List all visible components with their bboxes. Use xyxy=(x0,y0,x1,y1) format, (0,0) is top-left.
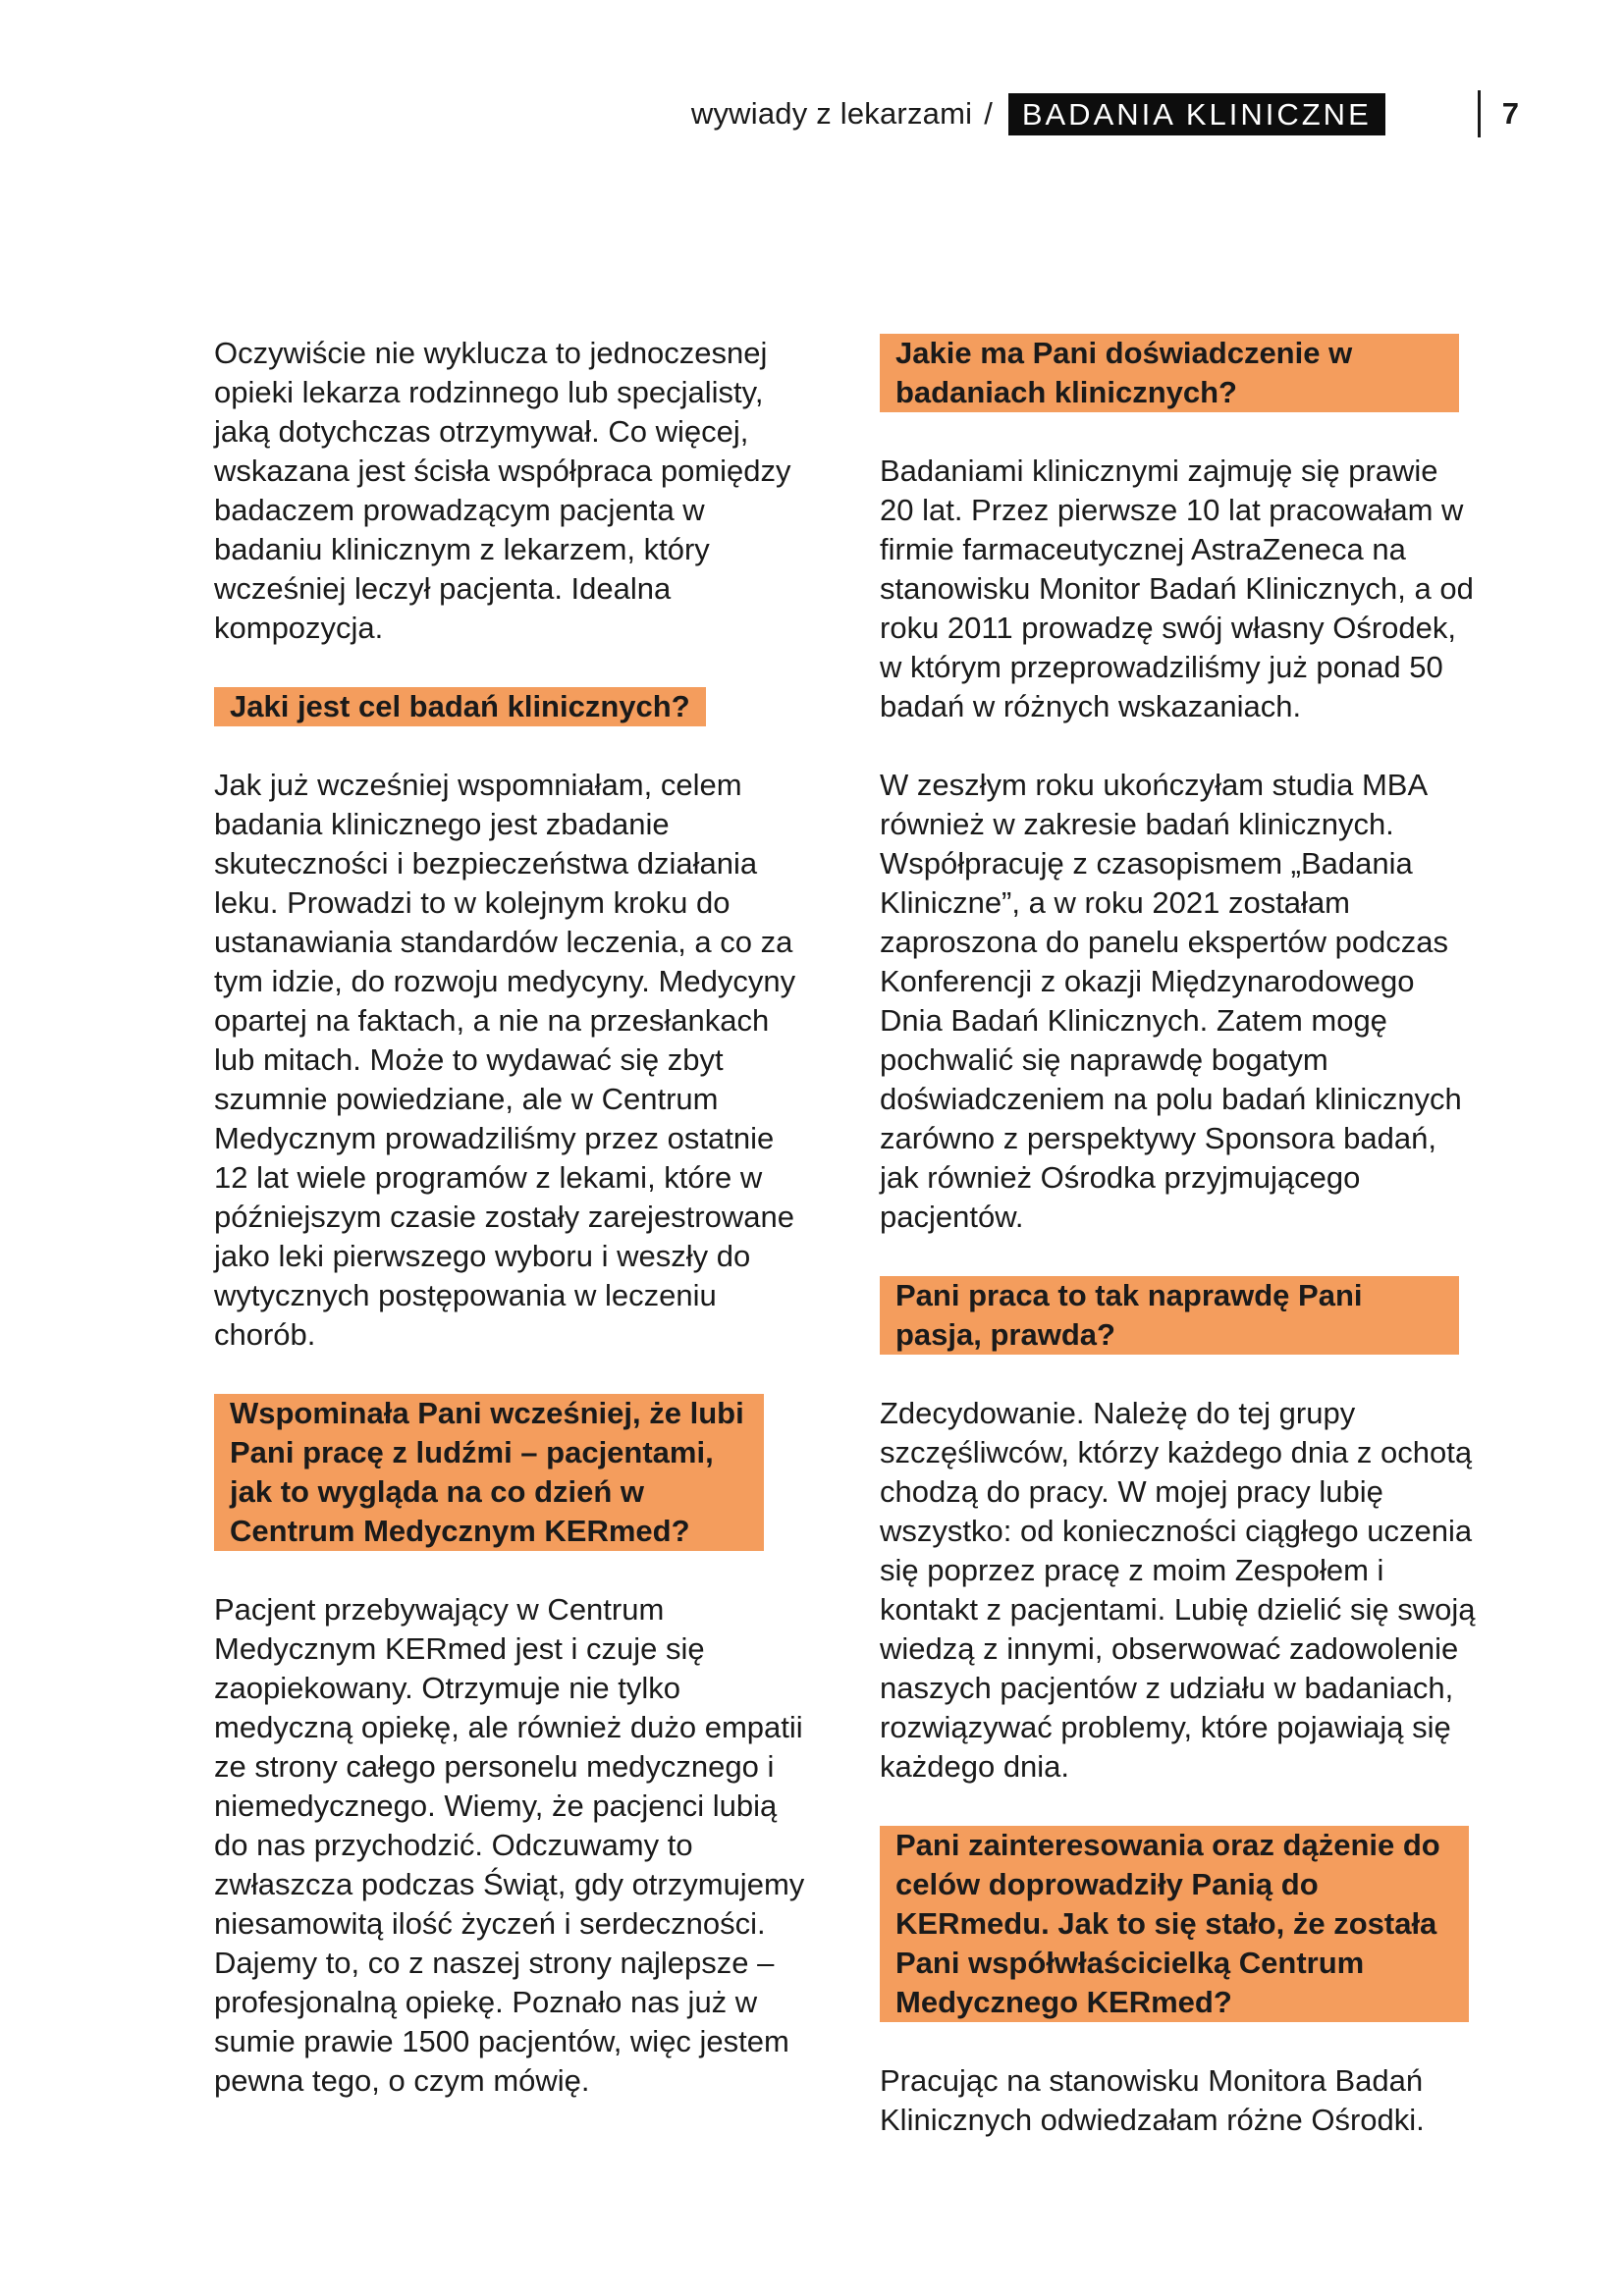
paragraph: Jak już wcześniej wspomniałam, celem badania klinicznego jest zbadanie skuteczności i bezpieczeństwa działania leku. Prowadzi to w kolejnym kroku do ustanawiania standardów leczenia, a co za tym idzie, do rozwoju medycyny. Medycyny opartej na faktach, a nie na przesłankach lub mitach. Może to wydawać się zbyt szumnie powiedziane, ale w Centrum Medycznym prowadziliśmy przez ostatnie 12 lat wiele programów z lekami, które w późniejszym czasie zostały zarejestrowane jako leki pierwszego wyboru i weszły do wytycznych postępowania w leczeniu chorób. xyxy=(214,768,796,1352)
breadcrumb-separator: / xyxy=(984,96,993,131)
header-divider xyxy=(1478,90,1481,137)
right-column xyxy=(880,334,1479,2140)
left-column xyxy=(214,334,807,2101)
page-number: 7 xyxy=(1501,96,1519,131)
paragraph: Pracując na stanowisku Monitora Badań Klinicznych odwiedzałam różne Ośrodki. xyxy=(880,2063,1425,2137)
question-heading xyxy=(880,1276,1459,1355)
question-heading xyxy=(214,1394,764,1551)
question-text: Jaki jest cel badań klinicznych? xyxy=(214,687,706,726)
paragraph: Pacjent przebywający w Centrum Medycznym KERmed jest i czuje się zaopiekowany. Otrzymuje nie tylko medyczną opiekę, ale również dużo empatii ze strony całego personelu medycznego i niemedycznego. Wiemy, że pacjenci lubią do nas przychodzić. Odczuwamy to zwłaszcza podczas Świąt, gdy otrzymujemy niesamowitą ilość życzeń i serdeczności. Dajemy to, co z naszej strony najlepsze – profesjonalną opiekę. Poznało nas już w sumie prawie 1500 pacjentów, więc jestem pewna tego, o czym mówię. xyxy=(214,1592,805,2098)
question-text: Pani zainteresowania oraz dążenie do celów doprowadziły Panią do KERmedu. Jak to się stało, że została Pani współwłaścicielką Centrum Medycznego KERmed? xyxy=(880,1826,1469,2022)
paragraph: Oczywiście nie wyklucza to jednoczesnej opieki lekarza rodzinnego lub specjalisty, jaką dotychczas otrzymywał. Co więcej, wskazana jest ścisła współpraca pomiędzy badaczem prowadzącym pacjenta w badaniu klinicznym z lekarzem, który wcześniej leczył pacjenta. Idealna kompozycja. xyxy=(214,336,791,645)
question-heading xyxy=(214,687,807,726)
question-text: Pani praca to tak naprawdę Pani pasja, prawda? xyxy=(880,1276,1459,1355)
paragraph: W zeszłym roku ukończyłam studia MBA również w zakresie badań klinicznych. Współpracuję z czasopismem „Badania Kliniczne”, a w roku 2021 zostałam zaproszona do panelu ekspertów podczas Konferencji z okazji Międzynarodowego Dnia Badań Klinicznych. Zatem mogę pochwalić się naprawdę bogatym doświadczeniem na polu badań klinicznych zarówno z perspektywy Sponsora badań, jak również Ośrodka przyjmującego pacjentów. xyxy=(880,768,1462,1234)
question-heading xyxy=(880,334,1459,412)
paragraph: Zdecydowanie. Należę do tej grupy szczęśliwców, którzy każdego dnia z ochotą chodzą do pracy. W mojej pracy lubię wszystko: od konieczności ciągłego uczenia się poprzez pracę z moim Zespołem i kontakt z pacjentami. Lubię dzielić się swoją wiedzą z innymi, obserwować zadowolenie naszych pacjentów z udziału w badaniach, rozwiązywać problemy, które pojawiają się każdego dnia. xyxy=(880,1396,1476,1784)
section-label: BADANIA KLINICZNE xyxy=(1008,93,1385,135)
question-text: Jakie ma Pani doświadczenie w badaniach klinicznych? xyxy=(880,334,1459,412)
page-header xyxy=(691,90,1519,137)
question-heading xyxy=(880,1826,1469,2022)
breadcrumb: wywiady z lekarzami xyxy=(690,96,973,131)
paragraph: Badaniami klinicznymi zajmuję się prawie 20 lat. Przez pierwsze 10 lat pracowałam w firmie farmaceutycznej AstraZeneca na stanowisku Monitor Badań Klinicznych, a od roku 2011 prowadzę swój własny Ośrodek, w którym przeprowadziliśmy już ponad 50 badań w różnych wskazaniach. xyxy=(880,454,1474,723)
question-text: Wspominała Pani wcześniej, że lubi Pani pracę z ludźmi – pacjentami, jak to wygląda na co dzień w Centrum Medycznym KERmed? xyxy=(214,1394,764,1551)
